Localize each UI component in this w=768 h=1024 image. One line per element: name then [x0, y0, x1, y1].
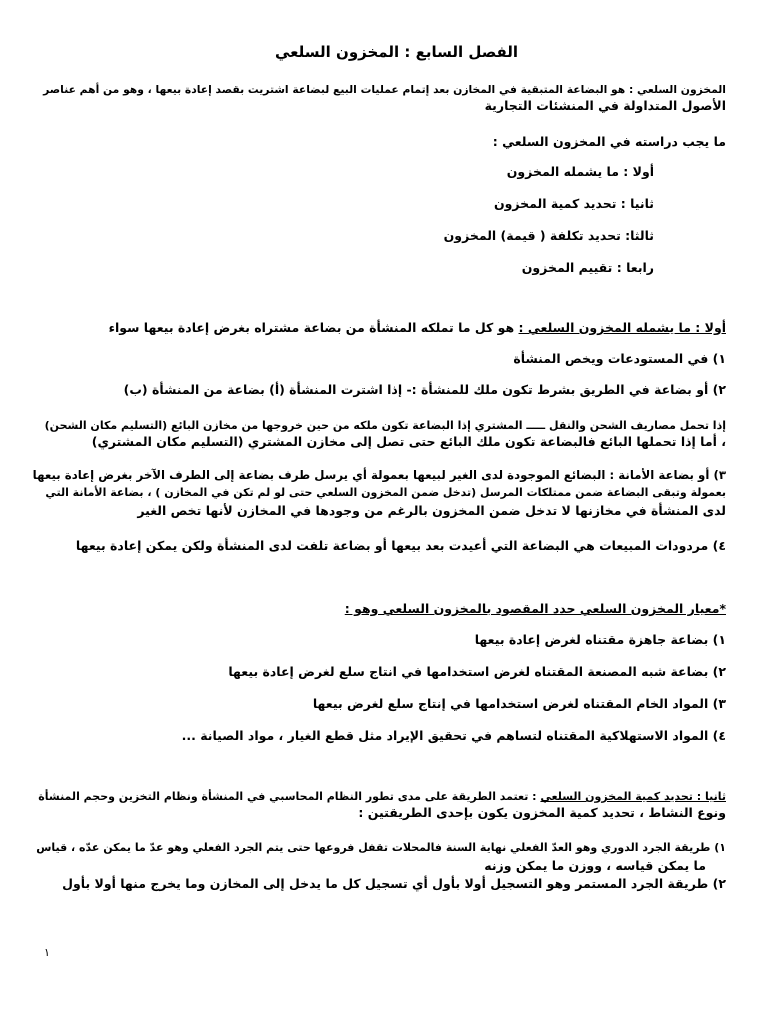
shipping-line-2: ، أما إذا تحملها البائع فالبضاعة تكون ملك البائع حتى تصل إلى مخازن المشتري (التسليم مكان المشتري) — [91, 434, 726, 449]
criteria-item: ٢) بضاعة شبه المصنعة المقتناه لغرض استخدامها في انتاج سلع لغرض إعادة بيعها — [228, 664, 726, 679]
criteria-item: ٤) المواد الاستهلاكية المقتناه لتساهم في تحقيق الإيراد مثل قطع الغيار ، مواد الصيانة ... — [181, 728, 726, 743]
study-item: رابعا : تقييم المخزون — [521, 260, 654, 275]
study-item: ثالثا: تحديد تكلفة ( قيمة) المخزون — [443, 228, 654, 243]
criteria-item: ١) بضاعة جاهزة مقتناه لغرض إعادة بيعها — [474, 632, 726, 647]
study-item: أولا : ما يشمله المخزون — [506, 164, 654, 179]
section1-item-3-line-2: بعمولة وتبقى البضاعة ضمن ممتلكات المرسل (تدخل ضمن المخزون السلعي حتى لو لم تكن في المخازن ) ، بضاعة الأمانة التي — [45, 486, 726, 499]
section1-item-3-line-3: لدى المنشأة في مخازنها لا تدخل ضمن المخزون بالرغم من وجودها في المخازن لأنها تخص الغير — [137, 503, 726, 518]
section1-heading-text: هو كل ما تملكه المنشأة من بضاعة مشتراه بغرض إعادة بيعها سواء — [108, 320, 519, 335]
section2-heading-label: ثانيا : تحديد كمية المخزون السلعي — [540, 790, 726, 803]
page-number: ١ — [44, 946, 50, 959]
definition-line-2: الأصول المتداولة في المنشئات التجارية — [484, 98, 726, 113]
method-1-line-2: ما يمكن قياسه ، ووزن ما يمكن وزنه — [484, 858, 706, 873]
study-item: ثانيا : تحديد كمية المخزون — [493, 196, 654, 211]
section1-item-1: ١) في المستودعات ويخص المنشأة — [513, 351, 726, 366]
method-2: ٢) طريقة الجرد المستمر وهو التسجيل أولا بأول أي تسجيل كل ما يدخل إلى المخازن وما يخرج منها أولا بأول — [62, 876, 726, 891]
shipping-line-1: إذا تحمل مصاريف الشحن والنقل ـــــ المشتري إذا البضاعة تكون ملكه من حين خروجها من مخازن البائع (التسليم مكان الشحن) — [44, 419, 726, 432]
section2-heading-text: : تعتمد الطريقة على مدى تطور النظام المحاسبي في المنشأة ونظام التخزين وحجم المنشأة — [38, 790, 541, 803]
criteria-item: ٣) المواد الخام المقتناه لغرض استخدامها في إنتاج سلع لغرض بيعها — [312, 696, 726, 711]
section1-heading-label: أولا : ما يشمله المخزون السلعي : — [518, 320, 726, 335]
study-intro: ما يجب دراسته في المخزون السلعي : — [492, 134, 726, 149]
method-1-line-1: ١) طريقة الجرد الدوري وهو العدّ الفعلي نهاية السنة فالمحلات تقفل فروعها حتى يتم الجرد الفعلي وهو عدّ ما يمكن عدّه ، قياس — [36, 841, 726, 854]
section1-item-3-line-1: ٣) أو بضاعة الأمانة : البضائع الموجودة لدى الغير لبيعها بعمولة أي يرسل طرف بضاعة إلى الطرف الآخر بغرض إعادة بيعها — [32, 468, 726, 482]
section2-line-2: ونوع النشاط ، تحديد كمية المخزون يكون بإحدى الطريقتين : — [358, 805, 726, 820]
section1-heading — [109, 320, 726, 336]
page-title: الفصل السابع : المخزون السلعي — [275, 43, 519, 61]
section2-heading — [38, 789, 726, 805]
section1-item-4: ٤) مردودات المبيعات هي البضاعة التي أعيدت بعد بيعها أو بضاعة تلفت لدى المنشأة ولكن يمكن إعادة بيعها — [75, 538, 726, 553]
criteria-heading: *معيار المخزون السلعي حدد المقصود بالمخزون السلعي وهو : — [344, 601, 726, 616]
definition-line-1: المخزون السلعي : هو البضاعة المتبقية في المخازن بعد إتمام عمليات البيع لبضاعة اشتريت بقصد إعادة بيعها ، وهو من أهم عناصر — [43, 83, 726, 96]
section1-item-2: ٢) أو بضاعة في الطريق بشرط تكون ملك للمنشأة :- إذا اشترت المنشأة (أ) بضاعة من المنشأة (ب) — [123, 382, 726, 397]
